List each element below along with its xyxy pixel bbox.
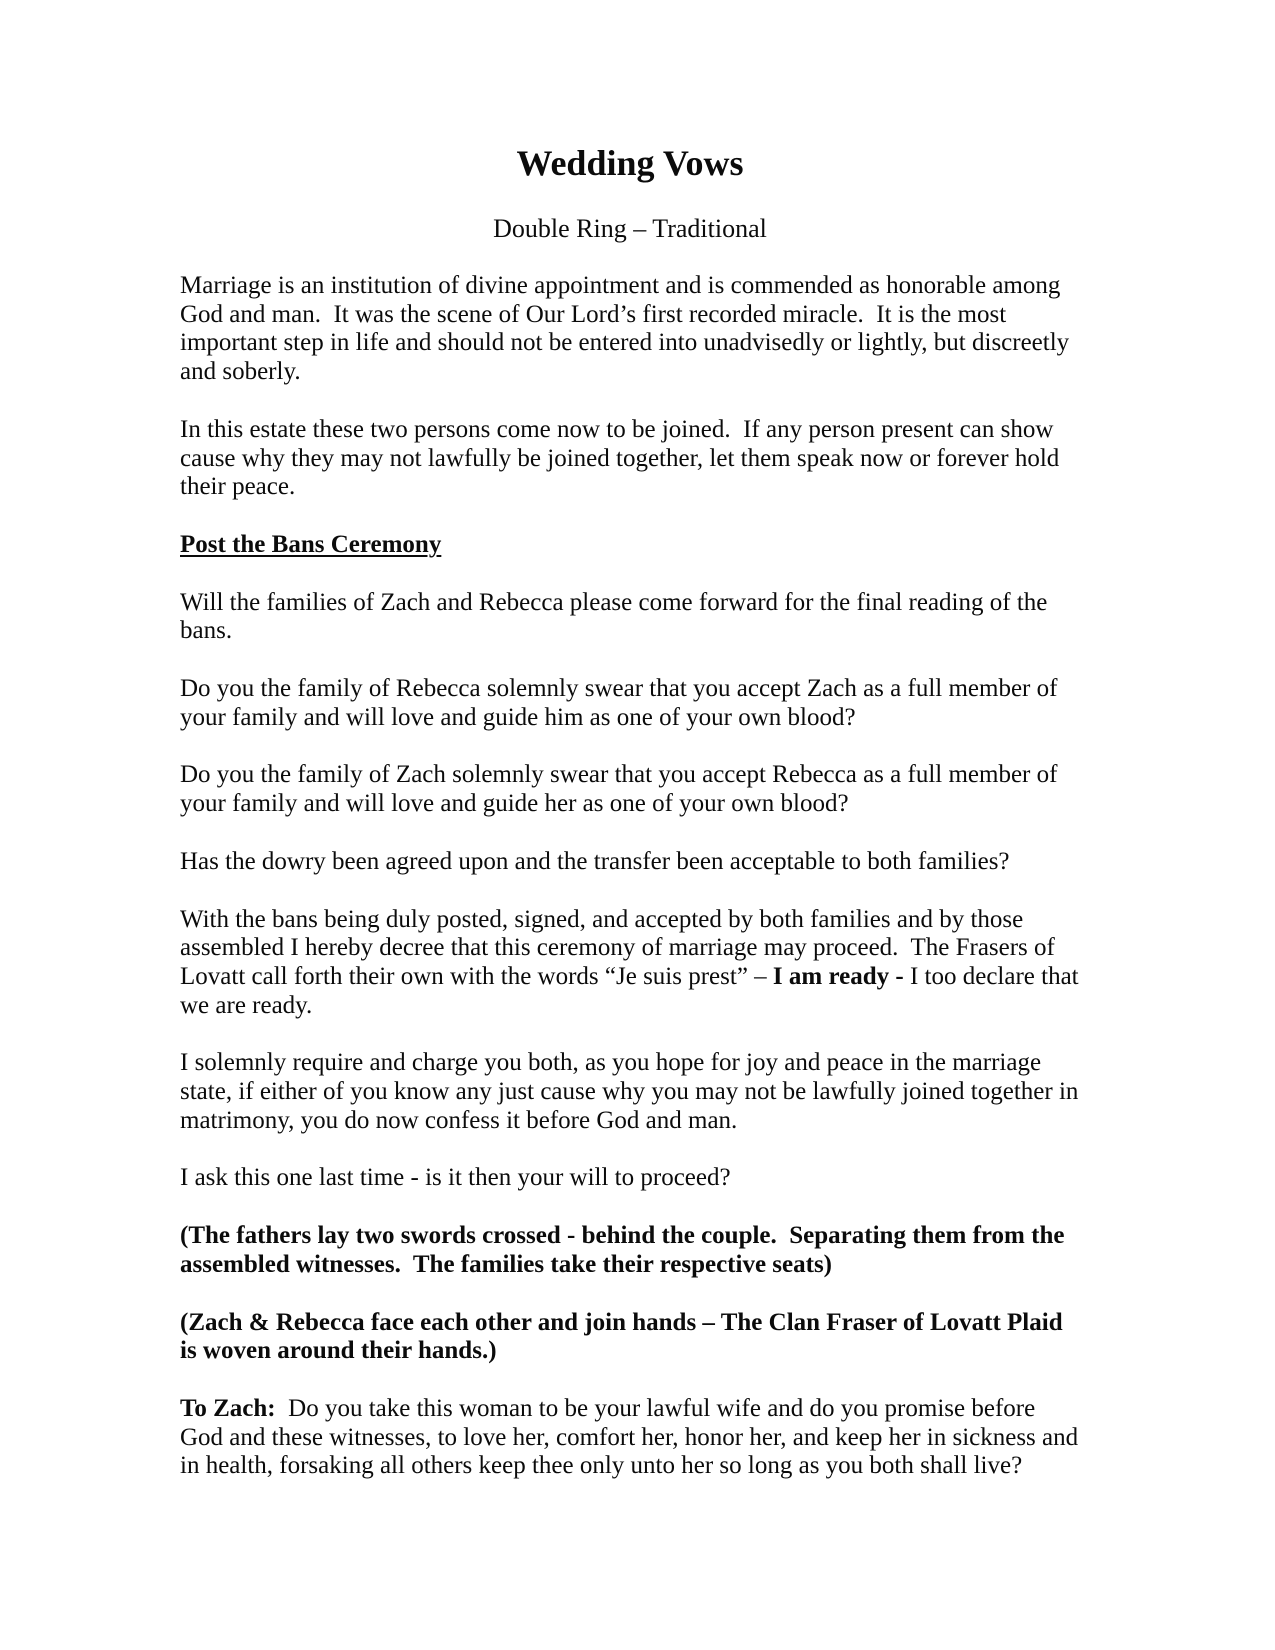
- document-title: Wedding Vows: [516, 143, 744, 183]
- paragraph-to-zach-text: Do you take this woman to be your lawful wife and do you promise before God and these witnesses, to love her, comfort her, honor her, and keep her in sickness and in health, forsaking all others keep thee only unto her so long as you both shall live?: [180, 1394, 1085, 1480]
- paragraph-family-of-zach: Do you the family of Zach solemnly swear that you accept Rebecca as a full member of your family and will love and guide her as one of your own blood?: [180, 761, 1064, 818]
- speaker-label-to-zach: To Zach:: [180, 1394, 276, 1422]
- paragraph-bans-posted-bold-run: I am ready -: [772, 962, 904, 990]
- paragraph-one-last-time: I ask this one last time - is it then your will to proceed?: [180, 1164, 731, 1192]
- stage-direction-swords: (The fathers lay two swords crossed - behind the couple. Separating them from the assembled witnesses. The families take their respective seats): [180, 1222, 1071, 1278]
- stage-direction-plaid: (Zach & Rebecca face each other and join hands – The Clan Fraser of Lovatt Plaid is woven around their hands.): [180, 1308, 1069, 1365]
- paragraph-dowry: Has the dowry been agreed upon and the transfer been acceptable to both families?: [180, 847, 1010, 875]
- paragraph-bans-posted-text: With the bans being duly posted, signed, and accepted by both families and by those assembled I hereby decree that this ceremony of marriage may proceed. The Frasers of Lovatt call forth their own with the words “Je suis prest” –: [180, 905, 1062, 990]
- paragraph-solemnly-require: I solemnly require and charge you both, as you hope for joy and peace in the marriage state, if either of you know any just cause why you may not be lawfully joined together in matrimony, you do now confess it before God and man.: [180, 1049, 1085, 1134]
- section-heading-post-the-bans: Post the Bans Ceremony: [180, 530, 442, 558]
- paragraph-marriage-institution: Marriage is an institution of divine appointment and is commended as honorable among God and man. It was the scene of Our Lord’s first recorded miracle. It is the most important step in life and should not be entered into unadvisedly or lightly, but discreetly and soberly.: [180, 272, 1076, 386]
- paragraph-to-zach: [180, 1394, 1085, 1481]
- paragraph-families-forward: Will the families of Zach and Rebecca please come forward for the final reading of the bans.: [180, 588, 1054, 645]
- document-subtitle: Double Ring – Traditional: [493, 214, 767, 243]
- paragraph-estate-joined: In this estate these two persons come now to be joined. If any person present can show cause why they may not lawfully be joined together, let them speak now or forever hold their peace.: [180, 415, 1066, 501]
- paragraph-family-of-rebecca: Do you the family of Rebecca solemnly swear that you accept Zach as a full member of your family and will love and guide him as one of your own blood?: [180, 675, 1064, 731]
- paragraph-bans-posted: [180, 905, 1085, 1021]
- paragraph-bans-posted-text-after: I too declare that we are ready.: [180, 962, 1085, 1019]
